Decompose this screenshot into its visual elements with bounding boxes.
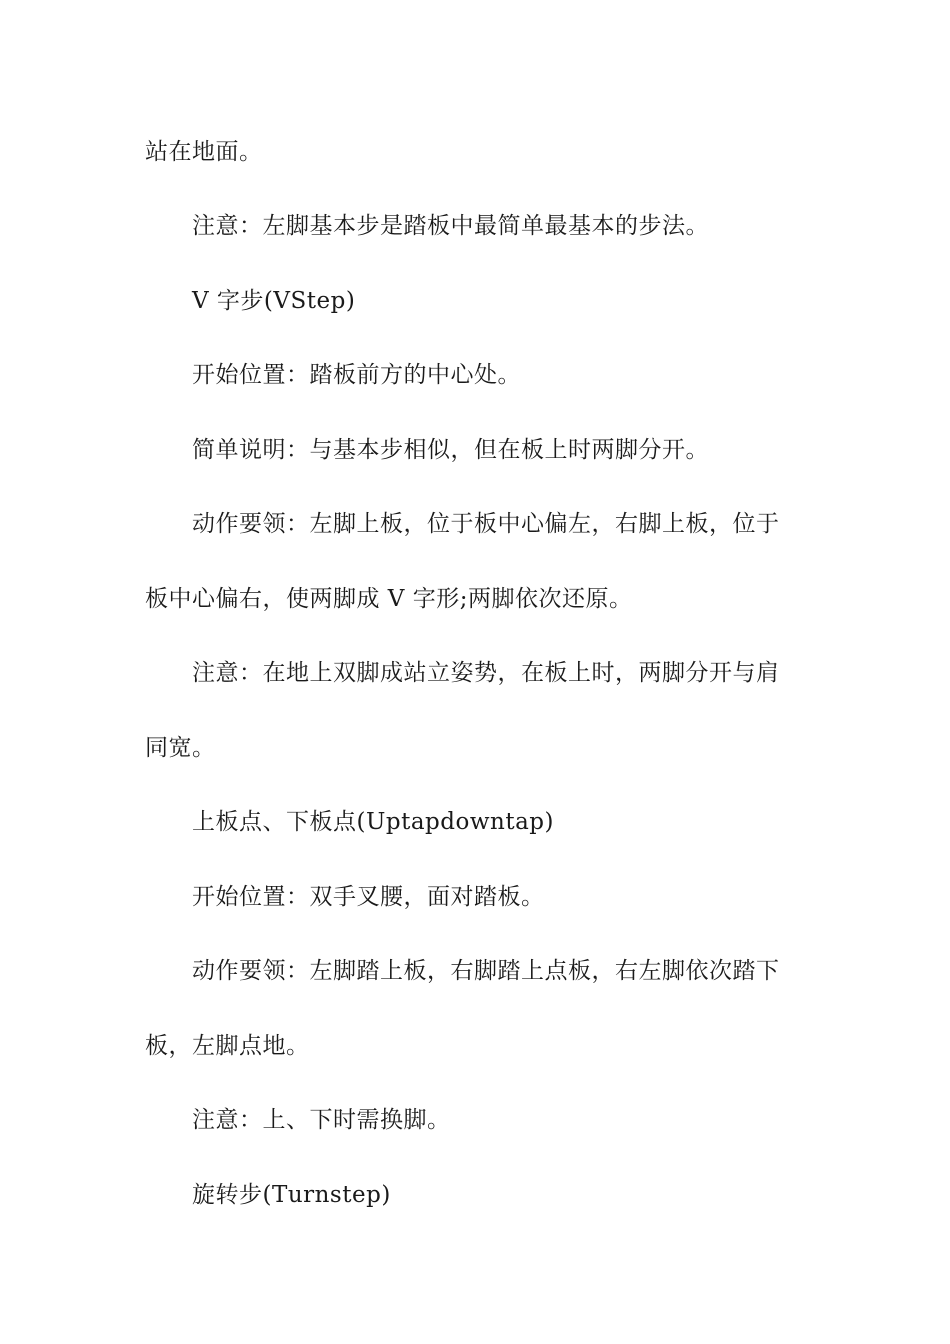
paragraph-line: 板中心偏右，使两脚成 V 字形;两脚依次还原。 xyxy=(145,586,633,612)
paragraph-line: 板，左脚点地。 xyxy=(145,1033,310,1059)
paragraph-line: 注意：上、下时需换脚。 xyxy=(192,1107,451,1133)
paragraph-line: 注意：在地上双脚成站立姿势，在板上时，两脚分开与肩 xyxy=(192,660,780,686)
paragraph-line: 动作要领：左脚踏上板，右脚踏上点板，右左脚依次踏下 xyxy=(192,958,780,984)
paragraph-line: 动作要领：左脚上板，位于板中心偏左，右脚上板，位于 xyxy=(192,511,780,537)
paragraph-line: 简单说明：与基本步相似，但在板上时两脚分开。 xyxy=(192,437,709,463)
paragraph-line: 站在地面。 xyxy=(145,139,263,165)
section-heading: 旋转步(Turnstep) xyxy=(192,1182,391,1208)
paragraph-line: 开始位置：双手叉腰，面对踏板。 xyxy=(192,884,545,910)
paragraph-line: 注意：左脚基本步是踏板中最简单最基本的步法。 xyxy=(192,213,709,239)
section-heading: 上板点、下板点(Uptapdowntap) xyxy=(192,809,554,835)
paragraph-line: 同宽。 xyxy=(145,735,216,761)
section-heading: V 字步(VStep) xyxy=(192,288,356,314)
paragraph-line: 开始位置：踏板前方的中心处。 xyxy=(192,362,521,388)
